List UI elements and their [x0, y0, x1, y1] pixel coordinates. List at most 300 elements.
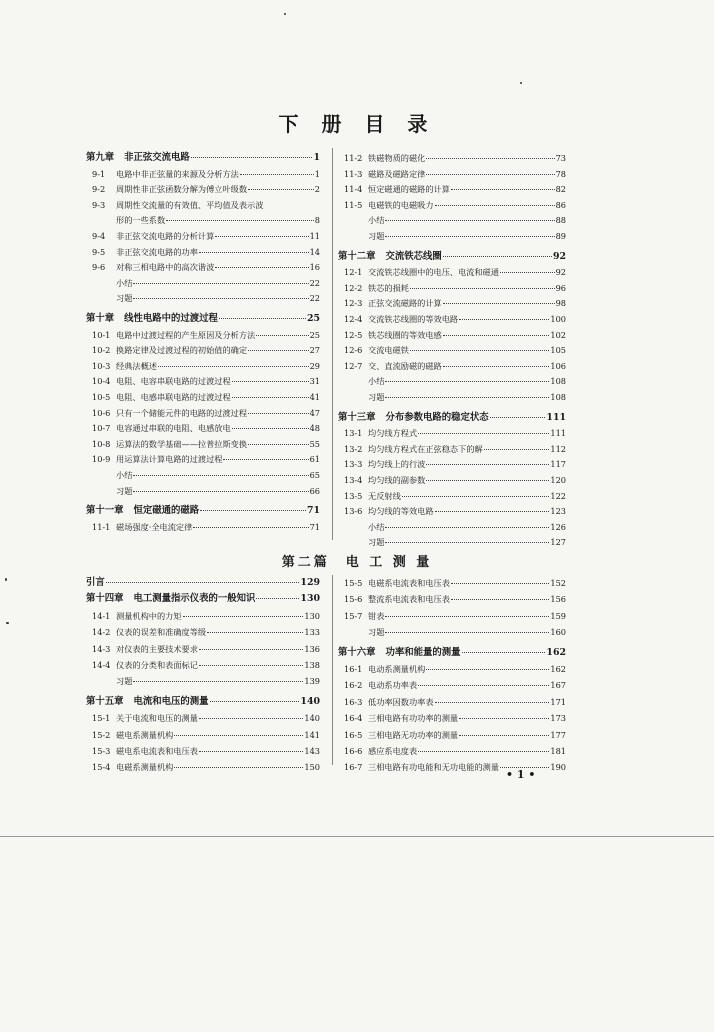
- toc-entry-number: 16-4: [344, 713, 363, 724]
- toc-page-number: 111: [546, 411, 566, 423]
- toc-page-number: 41: [309, 392, 320, 402]
- toc-page-number: 29: [309, 360, 320, 371]
- toc-page-number: 190: [550, 762, 566, 773]
- toc-entry-number: 9-4: [92, 231, 106, 241]
- toc-dot-leader: [418, 751, 549, 752]
- toc-entry-number: 16-3: [344, 696, 363, 707]
- toc-page-number: 106: [550, 360, 566, 371]
- toc-entry-title: 小结: [368, 215, 385, 226]
- toc-entry-title: 电阻、电容串联电路的过渡过程: [116, 376, 231, 387]
- column-divider-upper: [332, 148, 333, 540]
- toc-dot-leader: [418, 685, 549, 686]
- toc-dot-leader: [402, 496, 550, 497]
- toc-entry: [86, 375, 320, 387]
- toc-dot-leader: [484, 449, 550, 450]
- toc-entry-title: 习题: [116, 676, 133, 687]
- toc-dot-leader: [248, 350, 309, 351]
- toc-entry-title: 无反射线: [368, 490, 401, 501]
- toc-dot-leader: [199, 665, 303, 666]
- toc-entry-number: 15-7: [344, 610, 363, 621]
- toc-entry-title: 非正弦交流电路: [124, 152, 190, 163]
- scan-edge-line: [0, 836, 714, 837]
- toc-entry-number: 10-2: [92, 345, 111, 356]
- toc-entry-number: 10-9: [92, 454, 111, 465]
- toc-page-number: 86: [555, 199, 566, 210]
- toc-page-number: 108: [550, 376, 566, 387]
- toc-entry-title: 电磁系电流表和电压表: [368, 578, 450, 588]
- toc-entry: [86, 391, 320, 403]
- toc-chapter-entry: [338, 647, 566, 659]
- toc-entry: [338, 152, 566, 164]
- toc-dot-leader: [459, 735, 549, 736]
- toc-entry: [86, 292, 320, 304]
- toc-entry: [338, 375, 566, 387]
- toc-dot-leader: [248, 189, 314, 190]
- toc-entry: [338, 505, 566, 517]
- toc-entry-number: 9-6: [92, 262, 106, 273]
- toc-dot-leader: [385, 220, 554, 221]
- toc-entry-title: 交流铁芯线圈: [385, 250, 442, 262]
- toc-entry: [86, 261, 320, 273]
- toc-dot-leader: [199, 252, 309, 253]
- toc-entry-number: 第十四章: [86, 593, 124, 605]
- toc-entry: [338, 490, 566, 502]
- toc-entry-title: 三相电路无功功率的测量: [368, 729, 459, 740]
- toc-entry-number: 15-3: [92, 746, 111, 756]
- part-title: 第二篇 电 工 测 量: [281, 555, 433, 570]
- toc-page-number: 111: [550, 428, 566, 439]
- toc-entry-title: 铁芯线圈的等效电感: [368, 329, 442, 340]
- toc-chapter-entry: [86, 696, 320, 708]
- toc-entry-title: 习题: [368, 627, 385, 638]
- toc-entry: [338, 729, 566, 741]
- toc-entry: [86, 453, 320, 465]
- toc-entry: [338, 297, 566, 309]
- toc-page-number: 133: [304, 627, 320, 638]
- toc-entry-title: 三相电路有功功率的测量: [368, 713, 459, 724]
- toc-entry: [86, 469, 320, 481]
- toc-page-number: 89: [555, 231, 566, 241]
- toc-dot-leader: [410, 350, 549, 351]
- toc-entry: [86, 521, 320, 533]
- toc-entry-title: 只有一个储能元件的电路的过渡过程: [116, 407, 248, 418]
- toc-entry-number: 13-4: [344, 475, 363, 485]
- toc-dot-leader: [199, 718, 303, 719]
- toc-dot-leader: [256, 598, 299, 599]
- toc-entry: [86, 712, 320, 724]
- toc-page-number: 167: [550, 680, 566, 691]
- toc-page-number: 122: [550, 490, 566, 501]
- toc-dot-leader: [385, 381, 549, 382]
- toc-dot-leader: [199, 649, 303, 650]
- toc-entry: [86, 675, 320, 687]
- toc-dot-leader: [248, 413, 309, 414]
- toc-entry-number: 10-6: [92, 407, 111, 418]
- toc-entry-title: 关于电流和电压的测量: [116, 713, 198, 724]
- toc-entry-title: 均匀线方程式在正弦稳态下的解: [368, 443, 483, 454]
- toc-entry: [86, 344, 320, 356]
- toc-entry: [86, 438, 320, 450]
- toc-entry-title: 铁磁物质的磁化: [368, 153, 426, 163]
- toc-entry-number: 11-5: [344, 199, 363, 210]
- toc-entry-title: 对仪表的主要技术要求: [116, 643, 198, 654]
- toc-entry-title: 习题: [116, 293, 133, 304]
- toc-page-number: 143: [304, 746, 320, 756]
- toc-page-number: 173: [550, 713, 566, 724]
- toc-entry-title: 电阻、电感串联电路的过渡过程: [116, 392, 231, 402]
- toc-page-number: 120: [550, 475, 566, 485]
- toc-page-number: 162: [546, 646, 566, 658]
- toc-entry-title: 磁路及磁路定律: [368, 168, 426, 179]
- toc-page-number: 129: [300, 577, 320, 588]
- toc-entry-number: 引言: [86, 577, 105, 588]
- toc-page-number: 55: [309, 438, 320, 449]
- toc-page-number: 177: [550, 729, 566, 740]
- toc-entry-title: 非正弦交流电路的分析计算: [116, 231, 215, 241]
- toc-page-number: 92: [552, 250, 566, 262]
- toc-entry-number: 第十二章: [338, 250, 376, 262]
- toc-entry-title: 电工测量指示仪表的一般知识: [133, 593, 256, 605]
- toc-page-number: 82: [555, 184, 566, 195]
- toc-dot-leader: [166, 220, 314, 221]
- toc-entry: [338, 679, 566, 691]
- toc-entry: [86, 214, 320, 226]
- toc-page-number: 71: [306, 505, 320, 517]
- toc-page-number: 108: [550, 392, 566, 402]
- toc-entry-number: 13-1: [344, 428, 363, 439]
- toc-entry: [86, 407, 320, 419]
- toc-entry-number: 11-4: [344, 184, 363, 195]
- toc-entry-number: 15-4: [92, 762, 111, 773]
- toc-page-number: 92: [555, 267, 566, 278]
- toc-page-number: 22: [309, 277, 320, 288]
- scan-speck: [5, 578, 7, 581]
- toc-entry: [86, 277, 320, 289]
- toc-dot-leader: [385, 632, 549, 633]
- toc-entry-number: 13-2: [344, 443, 363, 454]
- toc-entry-number: 9-1: [92, 168, 106, 179]
- toc-entry: [338, 745, 566, 757]
- toc-entry-title: 电容通过串联的电阻、电感放电: [116, 423, 231, 434]
- toc-entry-title: 交、直流励磁的磁路: [368, 360, 442, 371]
- toc-entry-title: 交流铁芯线圈的等效电路: [368, 314, 459, 324]
- toc-entry-number: 9-5: [92, 246, 106, 257]
- toc-entry-number: 第十章: [86, 313, 115, 324]
- toc-page-number: 152: [550, 578, 566, 588]
- toc-entry: [338, 427, 566, 439]
- toc-entry-title: 周期性交流量的有效值、平均值及表示波: [116, 199, 264, 210]
- toc-page-number: 16: [309, 262, 320, 273]
- toc-page-number: 47: [309, 407, 320, 418]
- toc-dot-leader: [385, 527, 549, 528]
- toc-entry-title: 交流铁芯线圈中的电压、电流和磁通: [368, 267, 500, 278]
- toc-entry-number: 16-5: [344, 729, 363, 740]
- toc-dot-leader: [435, 511, 550, 512]
- toc-page-number: 123: [550, 506, 566, 517]
- toc-entry: [86, 199, 320, 211]
- toc-dot-leader: [443, 303, 555, 304]
- toc-page-number: 130: [300, 593, 320, 605]
- toc-dot-leader: [426, 669, 549, 670]
- toc-entry: [86, 230, 320, 242]
- toc-entry-title: 正弦交流磁路的计算: [368, 298, 442, 309]
- toc-entry-number: 第十三章: [338, 411, 376, 423]
- toc-dot-leader: [443, 256, 552, 257]
- toc-entry: [86, 329, 320, 341]
- toc-entry-title: 小结: [368, 521, 385, 532]
- toc-page-number: 48: [309, 423, 320, 434]
- toc-entry: [338, 313, 566, 325]
- page-number: • 1 •: [506, 768, 536, 781]
- toc-entry: [338, 663, 566, 675]
- toc-entry-title: 用运算法计算电路的过渡过程: [116, 454, 223, 465]
- toc-page-number: 31: [309, 376, 320, 387]
- toc-entry-title: 经典法概述: [116, 360, 157, 371]
- toc-chapter-entry: [86, 577, 320, 589]
- toc-entry-title: 交流电磁铁: [368, 345, 409, 356]
- toc-entry-title: 分布参数电路的稳定状态: [385, 411, 489, 423]
- toc-dot-leader: [183, 616, 304, 617]
- toc-entry: [338, 230, 566, 242]
- toc-entry: [86, 761, 320, 773]
- toc-dot-leader: [462, 652, 546, 653]
- toc-dot-leader: [215, 236, 308, 237]
- toc-page-number: 27: [309, 345, 320, 356]
- toc-entry: [338, 168, 566, 180]
- toc-entry-title: 电动系功率表: [368, 680, 418, 691]
- toc-entry-title: 习题: [368, 392, 385, 402]
- toc-entry: [86, 626, 320, 638]
- toc-page-number: 65: [309, 470, 320, 480]
- toc-dot-leader: [210, 701, 300, 702]
- toc-entry-number: 12-1: [344, 267, 363, 278]
- toc-page-number: 14: [309, 246, 320, 257]
- toc-dot-leader: [451, 599, 549, 600]
- toc-entry-number: 15-2: [92, 729, 111, 740]
- toc-entry: [338, 458, 566, 470]
- toc-entry-title: 电磁铁的电磁吸力: [368, 199, 434, 210]
- toc-entry: [338, 577, 566, 589]
- toc-page-number: 25: [309, 329, 320, 340]
- toc-entry-number: 15-5: [344, 578, 363, 588]
- toc-dot-leader: [219, 318, 306, 319]
- toc-entry: [338, 626, 566, 638]
- toc-entry-number: 10-8: [92, 438, 111, 449]
- toc-entry-title: 习题: [116, 485, 133, 496]
- toc-dot-leader: [248, 444, 309, 445]
- toc-entry-title: 磁场强度·全电流定律: [116, 521, 193, 532]
- toc-page-number: 141: [304, 729, 320, 740]
- toc-dot-leader: [232, 381, 309, 382]
- toc-entry-title: 习题: [368, 231, 385, 241]
- toc-entry-number: 14-1: [92, 610, 111, 621]
- toc-page-number: 98: [555, 298, 566, 309]
- toc-dot-leader: [133, 298, 308, 299]
- toc-dot-leader: [459, 319, 549, 320]
- toc-dot-leader: [174, 767, 303, 768]
- toc-entry-title: 仪表的分类和表面标记: [116, 660, 198, 670]
- toc-dot-leader: [207, 632, 303, 633]
- toc-entry-number: 11-3: [344, 168, 363, 179]
- toc-chapter-entry: [86, 313, 320, 325]
- toc-page-number: 66: [309, 485, 320, 496]
- toc-page-number: 138: [304, 660, 320, 670]
- toc-dot-leader: [418, 433, 549, 434]
- toc-page-number: 11: [309, 231, 320, 241]
- toc-entry-title: 电路中过渡过程的产生原因及分析方法: [116, 329, 256, 340]
- toc-entry-title: 形的一些系数: [116, 215, 166, 226]
- toc-dot-leader: [385, 542, 549, 543]
- toc-dot-leader: [459, 718, 549, 719]
- toc-dot-leader: [106, 582, 300, 583]
- toc-page-number: 100: [550, 314, 566, 324]
- toc-entry-title: 测量机构中的力矩: [116, 610, 182, 621]
- toc-entry-title: 感应系电度表: [368, 746, 418, 756]
- scan-speck: [6, 622, 9, 624]
- toc-entry-number: 第十五章: [86, 695, 124, 707]
- toc-entry-number: 12-7: [344, 360, 363, 371]
- toc-page-number: 156: [550, 594, 566, 605]
- toc-entry: [86, 485, 320, 497]
- toc-entry: [338, 536, 566, 548]
- toc-entry: [338, 266, 566, 278]
- toc-page-number: 130: [304, 610, 320, 621]
- toc-entry-number: 9-3: [92, 199, 106, 210]
- toc-entry-title: 三相电路有功电能和无功电能的测量: [368, 762, 500, 773]
- toc-dot-leader: [158, 366, 309, 367]
- toc-page-number: 96: [555, 282, 566, 293]
- toc-page-number: 162: [550, 664, 566, 674]
- toc-entry-title: 电流和电压的测量: [133, 695, 209, 707]
- toc-dot-leader: [174, 735, 303, 736]
- toc-entry: [86, 610, 320, 622]
- toc-entry-title: 均匀线上的行波: [368, 459, 426, 470]
- toc-entry-title: 仪表的误差和准确度等级: [116, 627, 207, 638]
- toc-dot-leader: [426, 158, 554, 159]
- toc-dot-leader: [490, 417, 546, 418]
- scan-speck: [520, 82, 522, 84]
- toc-page-number: 2: [314, 184, 320, 195]
- toc-entry-title: 小结: [116, 277, 133, 288]
- toc-entry-title: 运算法的数学基础——拉普拉斯变换: [116, 438, 248, 449]
- toc-entry: [338, 199, 566, 211]
- toc-page-number: 140: [304, 713, 320, 724]
- toc-entry: [86, 168, 320, 180]
- toc-dot-leader: [133, 681, 303, 682]
- toc-dot-leader: [385, 397, 549, 398]
- toc-page-number: 139: [304, 676, 320, 687]
- toc-entry-number: 14-4: [92, 660, 111, 670]
- toc-entry-title: 均匀线的副参数: [368, 475, 426, 485]
- toc-entry-number: 14-3: [92, 643, 111, 654]
- toc-dot-leader: [232, 428, 309, 429]
- toc-entry-number: 12-6: [344, 345, 363, 356]
- toc-entry-number: 第九章: [86, 152, 115, 163]
- toc-entry-title: 磁电系测量机构: [116, 729, 174, 740]
- toc-entry-number: 12-2: [344, 282, 363, 293]
- toc-page-number: 1: [313, 152, 320, 163]
- toc-entry: [86, 659, 320, 671]
- toc-chapter-entry: [338, 412, 566, 424]
- toc-page-number: 105: [550, 345, 566, 356]
- toc-entry: [86, 183, 320, 195]
- toc-dot-leader: [256, 335, 308, 336]
- toc-entry-title: 电磁系测量机构: [116, 762, 174, 773]
- toc-entry-title: 线性电路中的过渡过程: [124, 313, 218, 324]
- toc-entry-title: 铁芯的损耗: [368, 282, 409, 293]
- toc-entry-number: 9-2: [92, 184, 106, 195]
- toc-page-number: 117: [550, 459, 566, 470]
- toc-page-number: 140: [300, 695, 320, 707]
- toc-entry: [338, 344, 566, 356]
- toc-entry-number: 16-6: [344, 746, 363, 756]
- toc-dot-leader: [199, 751, 303, 752]
- toc-entry-title: 功率和能量的测量: [385, 646, 461, 658]
- toc-entry-number: 14-2: [92, 627, 111, 638]
- toc-page-number: 171: [550, 696, 566, 707]
- toc-page-number: 1: [314, 168, 320, 179]
- toc-chapter-entry: [338, 251, 566, 263]
- toc-chapter-entry: [86, 152, 320, 164]
- toc-page-number: 8: [314, 215, 320, 226]
- toc-entry: [338, 391, 566, 403]
- toc-entry-number: 11-1: [92, 521, 111, 532]
- toc-page-number: 181: [550, 746, 566, 756]
- toc-entry: [86, 745, 320, 757]
- toc-dot-leader: [232, 397, 309, 398]
- toc-entry-number: 10-3: [92, 360, 111, 371]
- toc-dot-leader: [500, 272, 555, 273]
- toc-dot-leader: [451, 189, 555, 190]
- toc-dot-leader: [443, 335, 550, 336]
- toc-dot-leader: [200, 510, 306, 511]
- toc-entry-title: 习题: [368, 537, 385, 548]
- toc-dot-leader: [410, 288, 555, 289]
- toc-entry-title: 低功率因数功率表: [368, 696, 434, 707]
- toc-dot-leader: [435, 702, 550, 703]
- toc-entry-title: 非正弦交流电路的功率: [116, 246, 198, 257]
- toc-entry-title: 恒定磁通的磁路的计算: [368, 184, 450, 195]
- toc-dot-leader: [426, 174, 554, 175]
- toc-page-number: 22: [309, 293, 320, 304]
- toc-entry: [338, 282, 566, 294]
- toc-entry-title: 换路定律及过渡过程的初始值的确定: [116, 345, 248, 356]
- toc-entry-title: 小结: [368, 376, 385, 387]
- toc-entry-number: 第十一章: [86, 505, 124, 517]
- toc-dot-leader: [133, 475, 308, 476]
- toc-dot-leader: [385, 236, 554, 237]
- toc-entry-title: 电动系测量机构: [368, 664, 426, 674]
- toc-page-number: 78: [555, 168, 566, 179]
- toc-page-number: 126: [550, 521, 566, 532]
- toc-entry-title: 均匀线方程式: [368, 428, 418, 439]
- toc-entry-number: 16-1: [344, 664, 363, 674]
- toc-page-number: 102: [550, 329, 566, 340]
- toc-dot-leader: [443, 366, 550, 367]
- toc-entry: [338, 360, 566, 372]
- toc-entry: [338, 329, 566, 341]
- toc-entry-number: 13-6: [344, 506, 363, 517]
- toc-entry-title: 小结: [116, 470, 133, 480]
- toc-dot-leader: [426, 464, 549, 465]
- toc-entry: [338, 610, 566, 622]
- toc-entry: [338, 474, 566, 486]
- toc-entry-title: 电路中非正弦量的来源及分析方法: [116, 168, 239, 179]
- toc-page-number: 61: [309, 454, 320, 465]
- toc-page-number: 71: [309, 521, 320, 532]
- toc-entry-number: 10-5: [92, 392, 111, 402]
- toc-dot-leader: [223, 459, 308, 460]
